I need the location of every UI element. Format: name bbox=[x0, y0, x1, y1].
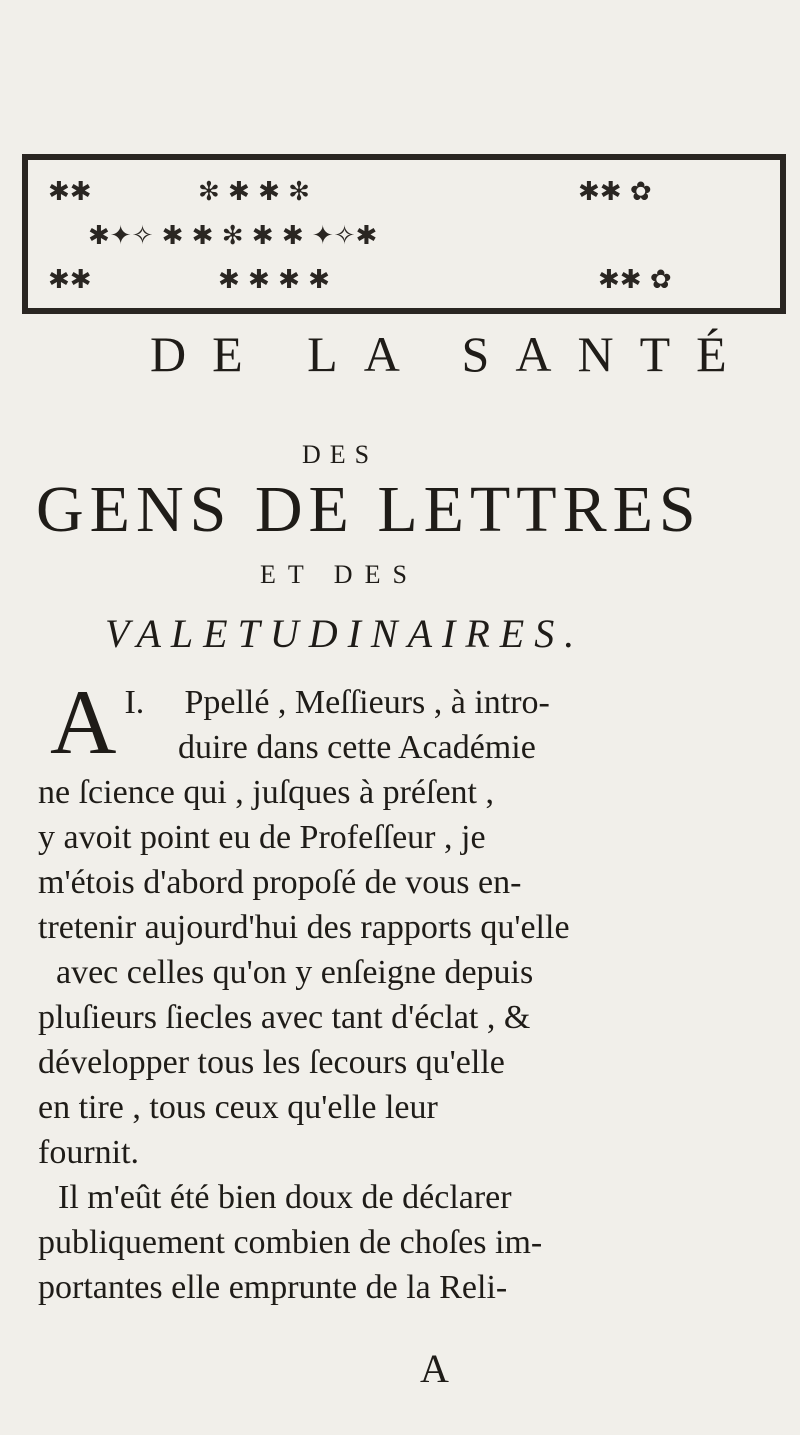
text-line: m'étois d'abord propoſé de vous en- bbox=[38, 864, 522, 901]
text-line: portantes elle emprunte de la Reli- bbox=[38, 1269, 508, 1306]
text-line: pluſieurs ſiecles avec tant d'éclat , & bbox=[38, 999, 531, 1036]
svg-text:✱✱ ✿: ✱✱ ✿ bbox=[578, 177, 652, 207]
printer-ornament-band bbox=[18, 148, 790, 320]
title-line-1: DE LA SANTÉ bbox=[150, 326, 753, 382]
text-line: y avoit point eu de Profeſſeur , je bbox=[38, 819, 486, 856]
drop-cap: A bbox=[50, 671, 117, 773]
text-line: Il m'eût été bien doux de déclarer bbox=[58, 1179, 512, 1216]
text-line: ne ſcience qui , juſques à préſent , bbox=[38, 774, 494, 811]
text-line: tretenir aujourd'hui des rapports qu'elle bbox=[38, 909, 570, 946]
svg-text:✱✱ ✿: ✱✱ ✿ bbox=[598, 265, 672, 295]
text-line: fournit. bbox=[38, 1134, 140, 1171]
text-line: I. A Ppellé , Meſſieurs , à intro- bbox=[50, 671, 550, 773]
svg-text:✱ ✱ ✱ ✱: ✱ ✱ ✱ ✱ bbox=[218, 265, 330, 295]
svg-text:✻ ✱ ✱ ✻: ✻ ✱ ✱ ✻ bbox=[198, 177, 310, 207]
title-line-3: GENS DE LETTRES bbox=[36, 473, 702, 546]
text-line: publiquement combien de choſes im- bbox=[38, 1224, 543, 1261]
title-line-4: ET DES bbox=[260, 560, 419, 589]
catchword: A bbox=[420, 1346, 449, 1391]
text-line: développer tous les ſecours qu'elle bbox=[38, 1044, 505, 1081]
paragraph-number: I. bbox=[124, 684, 145, 721]
svg-text:✱✱: ✱✱ bbox=[48, 177, 92, 207]
body-text bbox=[38, 671, 778, 1310]
svg-text:✱✱: ✱✱ bbox=[48, 265, 92, 295]
svg-text:✱✦✧ ✱ ✱ ✻ ✱ ✱ ✦✧✱: ✱✦✧ ✱ ✱ ✻ ✱ ✱ ✦✧✱ bbox=[88, 221, 378, 251]
text-line: avec celles qu'on y enſeigne depuis bbox=[56, 954, 534, 991]
title-line-5: VALETUDINAIRES. bbox=[105, 611, 585, 656]
text-line: en tire , tous ceux qu'elle leur bbox=[38, 1089, 438, 1126]
text-line: duire dans cette Académie bbox=[178, 729, 536, 766]
title-line-2: DES bbox=[301, 440, 379, 469]
